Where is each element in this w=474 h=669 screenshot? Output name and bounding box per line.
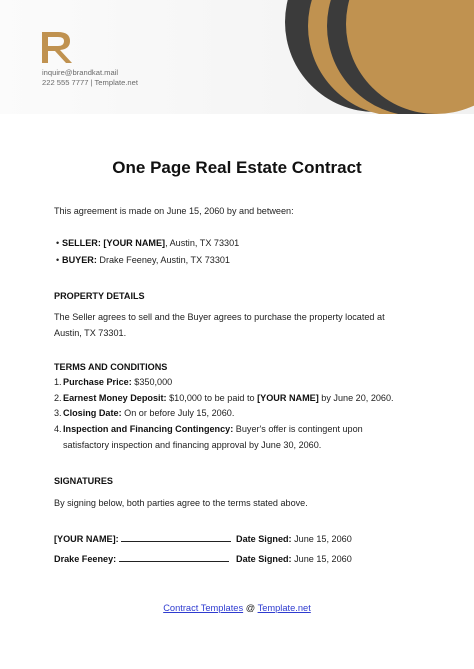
date-value: June 15, 2060	[291, 534, 352, 544]
party-buyer	[56, 255, 230, 265]
term-label: Earnest Money Deposit:	[63, 393, 167, 403]
contract-templates-link[interactable]: Contract Templates	[163, 603, 244, 613]
footer-separator: @	[243, 603, 258, 613]
party-seller	[56, 238, 239, 248]
date-signed	[236, 551, 352, 567]
party-text: , Austin, TX 73301	[165, 238, 240, 248]
term-number: 4.	[54, 424, 62, 434]
contact-phone-site: 222 555 7777 | Template.net	[42, 78, 138, 87]
document-header	[0, 0, 474, 114]
term-item	[54, 393, 394, 403]
term-number: 1.	[54, 377, 62, 387]
section-heading-terms: TERMS AND CONDITIONS	[54, 362, 168, 372]
date-label: Date Signed:	[236, 554, 292, 564]
property-line-2: Austin, TX 73301.	[54, 328, 127, 338]
party-label: BUYER:	[62, 255, 97, 265]
bullet: •	[56, 255, 60, 265]
signature-row	[54, 531, 231, 547]
contact-email: inquire@brandkat.mail	[42, 68, 119, 77]
contact-info	[42, 68, 138, 88]
date-label: Date Signed:	[236, 534, 292, 544]
signature-line[interactable]	[121, 532, 231, 542]
term-label: Inspection and Financing Contingency:	[63, 424, 234, 434]
date-signed	[236, 531, 352, 547]
page-title: One Page Real Estate Contract	[112, 158, 362, 177]
footer	[0, 603, 474, 613]
bullet: •	[56, 238, 60, 248]
template-net-link[interactable]: Template.net	[257, 603, 311, 613]
intro-text: This agreement is made on June 15, 2060 by and between:	[54, 206, 294, 216]
signer-name: Drake Feeney:	[54, 554, 117, 564]
term-text: On or before July 15, 2060.	[121, 408, 235, 418]
term-item	[54, 408, 234, 418]
term-number: 3.	[54, 408, 62, 418]
term-text: $350,000	[131, 377, 173, 387]
party-label: SELLER: [YOUR NAME]	[62, 238, 166, 248]
term-item	[54, 377, 172, 387]
section-heading-signatures: SIGNATURES	[54, 476, 113, 486]
term-item-continuation: satisfactory inspection and financing approval by June 30, 2060.	[63, 440, 322, 450]
term-label: Purchase Price:	[63, 377, 132, 387]
date-value: June 15, 2060	[291, 554, 352, 564]
party-text: Drake Feeney, Austin, TX 73301	[96, 255, 230, 265]
term-item	[54, 424, 363, 434]
term-text: Buyer's offer is contingent upon	[233, 424, 363, 434]
term-number: 2.	[54, 393, 62, 403]
section-heading-property: PROPERTY DETAILS	[54, 291, 145, 301]
signature-row	[54, 551, 229, 567]
property-line-1: The Seller agrees to sell and the Buyer agrees to purchase the property located at	[54, 312, 385, 322]
term-label: Closing Date:	[63, 408, 122, 418]
brand-logo-icon	[40, 30, 76, 64]
signer-name: [YOUR NAME]:	[54, 534, 119, 544]
term-text: $10,000 to be paid to	[166, 393, 258, 403]
term-bold: [YOUR NAME]	[257, 393, 319, 403]
signatures-intro: By signing below, both parties agree to the terms stated above.	[54, 498, 308, 508]
signature-line[interactable]	[119, 552, 229, 562]
term-text-2: by June 20, 2060.	[318, 393, 394, 403]
